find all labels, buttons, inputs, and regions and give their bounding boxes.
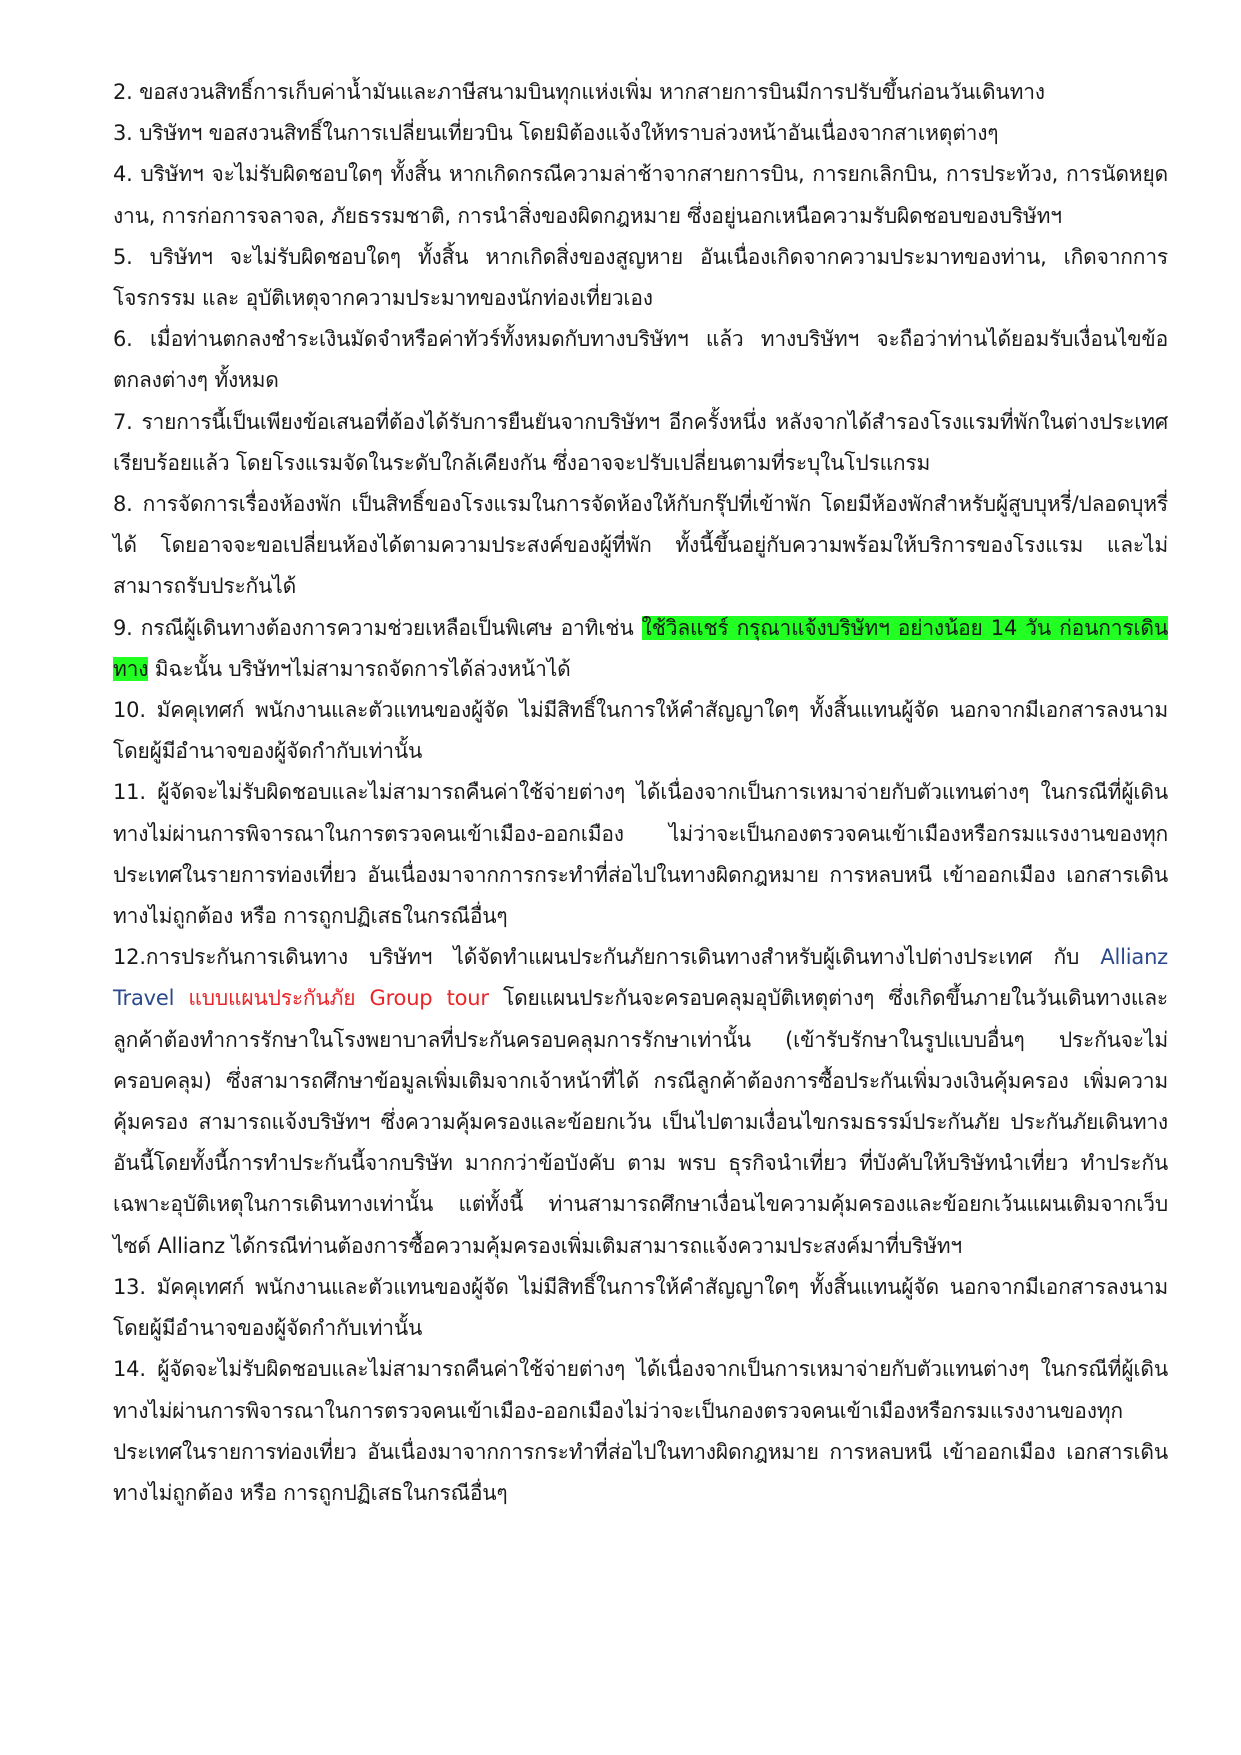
term-item-2: 2. ขอสงวนสิทธิ์การเก็บค่าน้ำมันและภาษีสนามบินทุกแห่งเพิ่ม หากสายการบินมีการปรับขึ้นก่อนวันเดินทาง xyxy=(113,80,1045,104)
term-item-7: 7. รายการนี้เป็นเพียงข้อเสนอที่ต้องได้รับการยืนยันจากบริษัทฯ อีกครั้งหนึ่ง หลังจากได้สำรองโรงแรมที่พักในต่างประเทศเรียบร้อยแล้ว โดยโรงแรมจัดในระดับใกล้เคียงกัน ซึ่งอาจจะปรับเปลี่ยนตามที่ระบุในโปรแกรม xyxy=(113,409,1168,475)
term-item-12-text: 12.การประกันการเดินทาง บริษัทฯ ได้จัดทำแผนประกันภัยการเดินทางสำหรับผู้เดินทางไปต่างประเทศ กับ xyxy=(113,945,1101,970)
term-item-9-tail: มิฉะนั้น บริษัทฯไม่สามารถจัดการได้ล่วงหน้าได้ xyxy=(148,656,571,681)
terms-document xyxy=(113,72,1168,1514)
term-item-14: 14. ผู้จัดจะไม่รับผิดชอบและไม่สามารถคืนค่าใช้จ่ายต่างๆ ได้เนื่องจากเป็นการเหมาจ่ายกับตัวแทนต่างๆ ในกรณีที่ผู้เดินทางไม่ผ่านการพิจารณาในการตรวจคนเข้าเมือง-ออกเมืองไม่ว่าจะเป็นกองตรวจคนเข้าเมืองหรือกรมแรงงานของทุกประเทศในรายการท่องเที่ยว อันเนื่องมาจากการกระทำที่ส่อไปในทางผิดกฎหมาย การหลบหนี เข้าออกเมือง เอกสารเดินทางไม่ถูกต้อง หรือ การถูกปฏิเสธในกรณีอื่นๆ xyxy=(113,1357,1168,1505)
wheelchair-notice-highlight: ใช้วิลแชร์ กรุณาแจ้งบริษัทฯ อย่างน้อย 14 วัน ก่อนการเดินทาง xyxy=(113,615,1168,681)
term-item-13: 13. มัคคุเทศก์ พนักงานและตัวแทนของผู้จัด ไม่มีสิทธิ์ในการให้คำสัญญาใดๆ ทั้งสิ้นแทนผู้จัด นอกจากมีเอกสารลงนามโดยผู้มีอำนาจของผู้จัดกำกับเท่านั้น xyxy=(113,1274,1168,1341)
term-item-11: 11. ผู้จัดจะไม่รับผิดชอบและไม่สามารถคืนค่าใช้จ่ายต่างๆ ได้เนื่องจากเป็นการเหมาจ่ายกับตัวแทนต่างๆ ในกรณีที่ผู้เดินทางไม่ผ่านการพิจารณาในการตรวจคนเข้าเมือง-ออกเมือง ไม่ว่าจะเป็นกองตรวจคนเข้าเมืองหรือกรมแรงงานของทุกประเทศในรายการท่องเที่ยว อันเนื่องมาจากการกระทำที่ส่อไปในทางผิดกฎหมาย การหลบหนี เข้าออกเมือง เอกสารเดินทางไม่ถูกต้อง หรือ การถูกปฏิเสธในกรณีอื่นๆ xyxy=(113,780,1168,929)
term-item-4: 4. บริษัทฯ จะไม่รับผิดชอบใดๆ ทั้งสิ้น หากเกิดกรณีความล่าช้าจากสายการบิน, การยกเลิกบิน, การประท้วง, การนัดหยุดงาน, การก่อการจลาจล, ภัยธรรมชาติ, การนำสิ่งของผิดกฎหมาย ซึ่งอยู่นอกเหนือความรับผิดชอบของบริษัทฯ xyxy=(113,162,1168,228)
term-item-12-tail: โดยแผนประกันจะครอบคลุมอุบัติเหตุต่างๆ ซึ่งเกิดขึ้นภายในวันเดินทางและลูกค้าต้องทำการรักษาในโรงพยาบาลที่ประกันครอบคลุมการรักษาเท่านั้น (เข้ารับรักษาในรูปแบบอื่นๆ ประกันจะไม่ครอบคลุม) ซึ่งสามารถศึกษาข้อมูลเพิ่มเติมจากเจ้าหน้าที่ได้ กรณีลูกค้าต้องการซื้อประกันเพิ่มวงเงินคุ้มครอง เพิ่มความคุ้มครอง สามารถแจ้งบริษัทฯ ซึ่งความคุ้มครองและข้อยกเว้น เป็นไปตามเงื่อนไขกรมธรรม์ประกันภัย ประกันภัยเดินทางอันนี้โดยทั้งนี้การทำประกันนี้จากบริษัท มากกว่าข้อบังคับ ตาม พรบ ธุรกิจนำเที่ยว ที่บังคับให้บริษัทนำเที่ยว ทำประกันเฉพาะอุบัติเหตุในการเดินทางเท่านั้น แต่ทั้งนี้ ท่านสามารถศึกษาเงื่อนไขความคุ้มครองและข้อยกเว้นแผนเติมจากเว็บไซด์ Allianz ได้กรณีท่านต้องการซื้อความคุ้มครองเพิ่มเติมสามารถแจ้งความประสงค์มาที่บริษัทฯ xyxy=(113,986,1169,1258)
term-item-5: 5. บริษัทฯ จะไม่รับผิดชอบใดๆ ทั้งสิ้น หากเกิดสิ่งของสูญหาย อันเนื่องเกิดจากความประมาทของท่าน, เกิดจากการโจรกรรม และ อุบัติเหตุจากความประมาทของนักท่องเที่ยวเอง xyxy=(113,244,1168,311)
term-item-9-text: 9. กรณีผู้เดินทางต้องการความช่วยเหลือเป็นพิเศษ อาทิเช่น xyxy=(113,615,642,640)
term-item-10: 10. มัคคุเทศก์ พนักงานและตัวแทนของผู้จัด ไม่มีสิทธิ์ในการให้คำสัญญาใดๆ ทั้งสิ้นแทนผู้จัด นอกจากมีเอกสารลงนามโดยผู้มีอำนาจของผู้จัดกำกับเท่านั้น xyxy=(113,698,1168,764)
term-item-12 xyxy=(113,937,1168,1267)
term-item-9 xyxy=(113,608,1168,690)
term-item-3: 3. บริษัทฯ ขอสงวนสิทธิ์ในการเปลี่ยนเที่ยวบิน โดยมิต้องแจ้งให้ทราบล่วงหน้าอันเนื่องจากสาเหตุต่างๆ xyxy=(113,121,999,146)
term-item-8: 8. การจัดการเรื่องห้องพัก เป็นสิทธิ์ของโรงแรมในการจัดห้องให้กับกรุ๊ปที่เข้าพัก โดยมีห้องพักสำหรับผู้สูบบุหรี่/ปลอดบุหรี่ได้ โดยอาจจะขอเปลี่ยนห้องได้ตามความประสงค์ของผู้ที่พัก ทั้งนี้ขึ้นอยู่กับความพร้อมให้บริการของโรงแรม และไม่สามารถรับประกันได้ xyxy=(113,492,1168,599)
allianz-travel-name: Allianz Travel xyxy=(113,945,1168,1011)
term-item-6: 6. เมื่อท่านตกลงชำระเงินมัดจำหรือค่าทัวร์ทั้งหมดกับทางบริษัทฯ แล้ว ทางบริษัทฯ จะถือว่าท่านได้ยอมรับเงื่อนไขข้อตกลงต่างๆ ทั้งหมด xyxy=(113,327,1168,393)
insurance-plan-name: แบบแผนประกันภัย Group tour xyxy=(174,986,489,1011)
